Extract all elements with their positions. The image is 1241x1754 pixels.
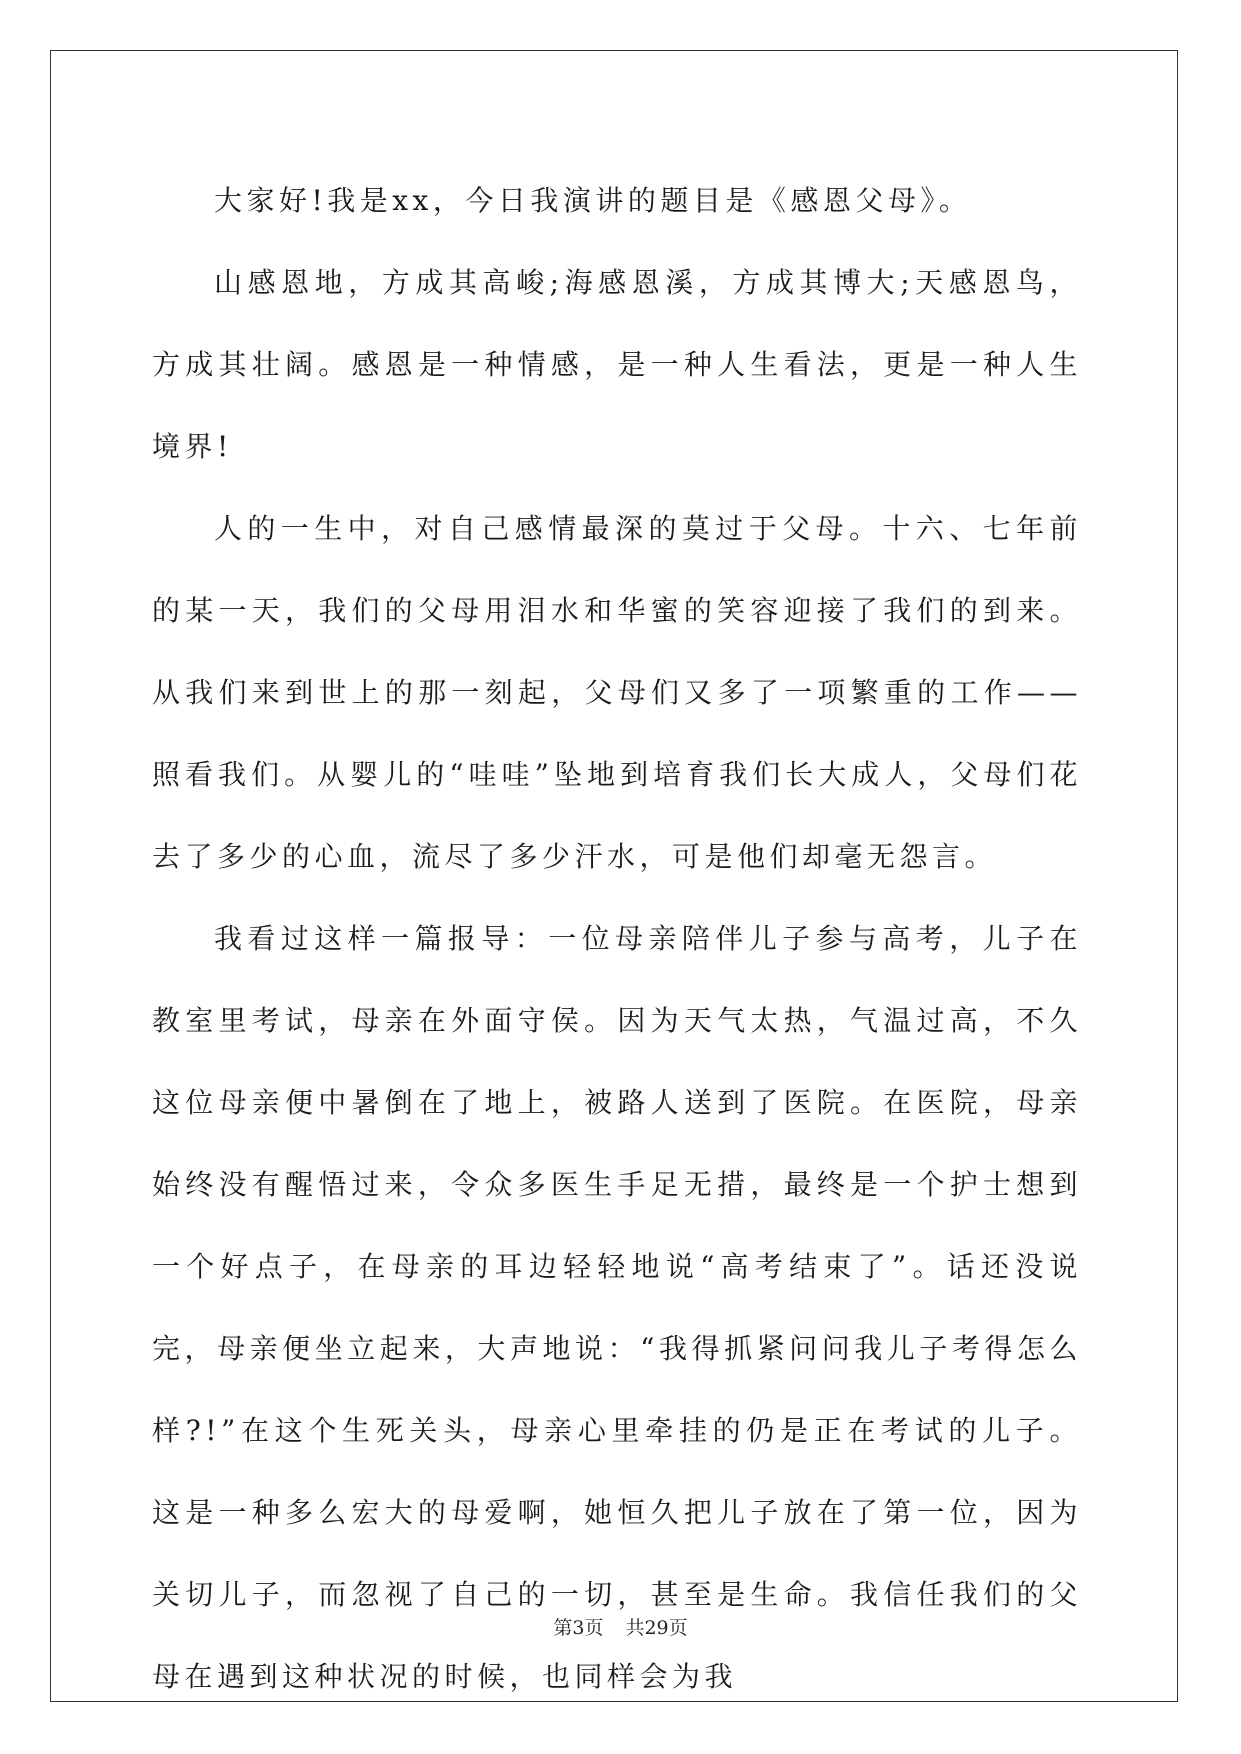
document-body	[152, 160, 1082, 1718]
page-total: 共29页	[625, 1617, 688, 1639]
paragraph-mother-story: 我看过这样一篇报导：一位母亲陪伴儿子参与高考，儿子在教室里考试，母亲在外面守侯。因为天气太热，气温过高，不久这位母亲便中暑倒在了地上，被路人送到了医院。在医院，母亲始终没有醒悟过来，令众多医生手足无措，最终是一个护士想到一个好点子，在母亲的耳边轻轻地说“高考结束了”。话还没说完，母亲便坐立起来，大声地说：“我得抓紧问问我儿子考得怎么样?!”在这个生死关头，母亲心里牵挂的仍是正在考试的儿子。这是一种多么宏大的母爱啊，她恒久把儿子放在了第一位，因为关切儿子，而忽视了自己的一切，甚至是生命。我信任我们的父母在遇到这种状况的时候，也同样会为我	[152, 922, 1082, 1693]
paragraph-greeting: 大家好!我是xx，今日我演讲的题目是《感恩父母》。	[214, 184, 972, 217]
paragraph-gratitude-nature: 山感恩地，方成其高峻;海感恩溪，方成其博大;天感恩鸟，方成其壮阔。感恩是一种情感，是一种人生看法，更是一种人生境界!	[152, 266, 1082, 463]
page-number: 第3页	[553, 1617, 604, 1639]
paragraph-parents-love: 人的一生中，对自己感情最深的莫过于父母。十六、七年前的某一天，我们的父母用泪水和华蜜的笑容迎接了我们的到来。从我们来到世上的那一刻起，父母们又多了一项繁重的工作——照看我们。从婴儿的“哇哇”坠地到培育我们长大成人，父母们花去了多少的心血，流尽了多少汗水，可是他们却毫无怨言。	[152, 512, 1082, 873]
page-footer	[0, 1613, 1241, 1640]
